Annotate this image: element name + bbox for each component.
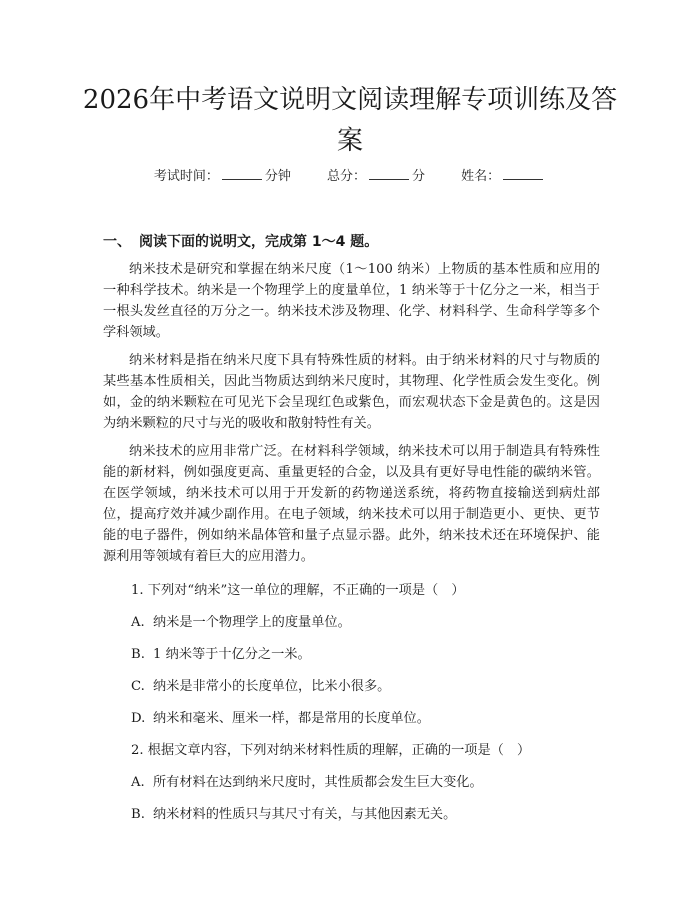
exam-time — [154, 167, 291, 187]
section-number: 一、 — [103, 234, 131, 250]
question-1-option-c — [131, 676, 611, 697]
option-text: 1 纳米等于十亿分之一米。 — [153, 647, 311, 662]
option-label: B. — [131, 647, 145, 662]
section-instruction: 阅读下面的说明文，完成第 1～4 题。 — [139, 234, 379, 250]
option-label: A. — [131, 615, 145, 630]
time-unit: 分钟 — [264, 169, 291, 184]
question-1-option-b — [131, 644, 611, 665]
score-label: 总分： — [326, 169, 366, 184]
exam-meta — [0, 167, 700, 187]
time-label: 考试时间： — [153, 169, 219, 184]
score-blank — [369, 167, 409, 180]
option-text: 纳米材料的性质只与其尺寸有关，与其他因素无关。 — [153, 807, 457, 822]
score-unit: 分 — [412, 169, 426, 184]
option-text: 纳米是非常小的长度单位，比米小很多。 — [153, 679, 391, 694]
option-label: C. — [131, 679, 145, 694]
option-label: D. — [131, 711, 146, 726]
page-title: 2026年中考语文说明文阅读理解专项训练及答案 — [82, 85, 618, 156]
exam-name — [461, 167, 546, 187]
exam-score — [327, 167, 425, 187]
passage-paragraph-1: 纳米技术是研究和掌握在纳米尺度（1～100 纳米）上物质的基本性质和应用的一种科学技术。纳米是一个物理学上的度量单位，1 纳米等于十亿分之一米，相当于一根头发丝直径的万分之一。纳米技术涉及物理、化学、材料科学、生命科学等多个学科领域。 — [103, 262, 600, 340]
passage-paragraph-2: 纳米材料是指在纳米尺度下具有特殊性质的材料。由于纳米材料的尺寸与物质的某些基本性质相关，因此当物质达到纳米尺度时，其物理、化学性质会发生变化。例如，金的纳米颗粒在可见光下会呈现红色或紫色，而宏观状态下金是黄色的。这是因为纳米颗粒的尺寸与光的吸收和散射特性有关。 — [103, 353, 600, 431]
name-blank — [503, 167, 543, 180]
option-label: A. — [131, 775, 145, 790]
question-2-option-b — [131, 804, 611, 825]
passage-paragraph-3: 纳米技术的应用非常广泛。在材料科学领域，纳米技术可以用于制造具有特殊性能的新材料，例如强度更高、重量更轻的合金，以及具有更好导电性能的碳纳米管。在医学领域，纳米技术可以用于开发新的药物递送系统，将药物直接输送到病灶部位，提高疗效并减少副作用。在电子领域，纳米技术可以用于制造更小、更快、更节能的电子器件，例如纳米晶体管和量子点显示器。此外，纳米技术还在环境保护、能源利用等领域有着巨大的应用潜力。 — [103, 444, 600, 564]
option-text: 纳米是一个物理学上的度量单位。 — [153, 615, 351, 630]
section-heading — [103, 231, 378, 253]
question-1-option-d — [131, 708, 611, 729]
question-1-stem: 1. 下列对“纳米”这一单位的理解，不正确的一项是（ ） — [131, 583, 465, 598]
option-text: 所有材料在达到纳米尺度时，其性质都会发生巨大变化。 — [153, 775, 483, 790]
option-label: B. — [131, 807, 145, 822]
question-2-option-a — [131, 772, 611, 793]
question-1-option-a — [131, 612, 611, 633]
time-blank — [222, 167, 262, 180]
name-label: 姓名： — [461, 169, 501, 184]
option-text: 纳米和毫米、厘米一样，都是常用的长度单位。 — [153, 711, 430, 726]
question-2-stem: 2. 根据文章内容，下列对纳米材料性质的理解，正确的一项是（ ） — [131, 743, 531, 758]
